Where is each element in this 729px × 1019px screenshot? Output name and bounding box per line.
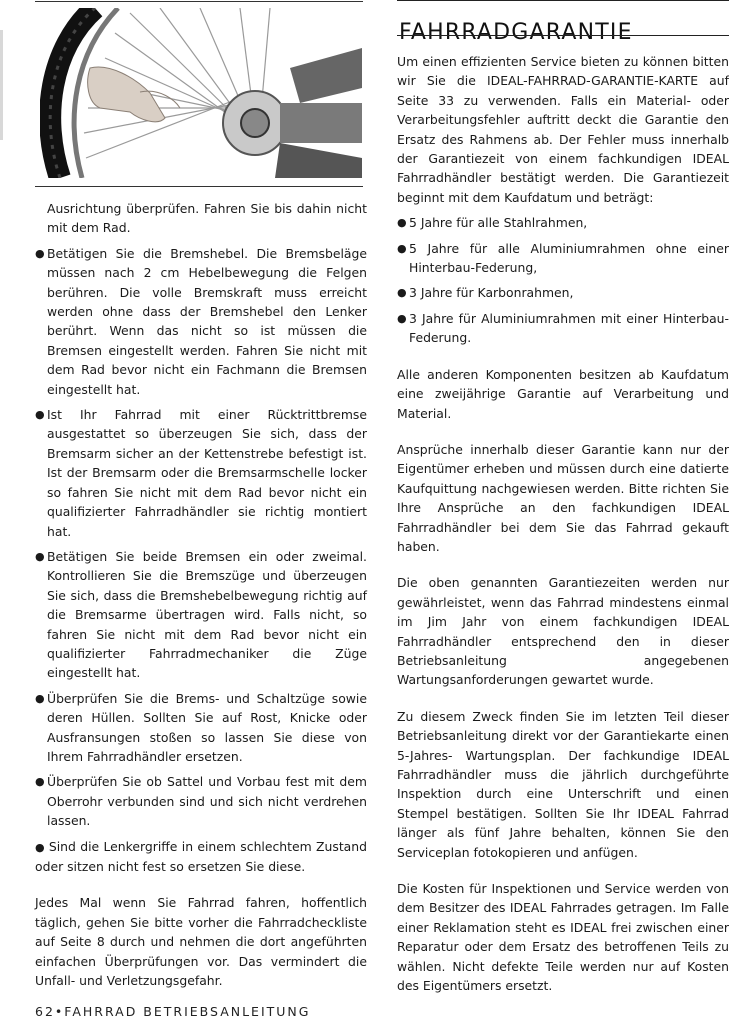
right-paragraph-2: Ansprüche innerhalb dieser Garantie kann nur der Eigentümer erheben und müssen durch eine datierte Kaufquittung nachgewiesen werden. Bitte richten Sie Ihre Ansprüche an den fachkundigen IDEAL Fahrradhändler bei dem Sie das Fahrrad gekauft haben. — [397, 441, 729, 554]
bullet-dot-icon: ● — [35, 408, 45, 422]
left-column — [35, 199, 367, 990]
bullet-dot-icon: ● — [397, 286, 407, 300]
left-closing-paragraph: Jedes Mal wenn Sie Fahrrad fahren, hoffentlich täglich, gehen Sie bitte vorher die Fahrradcheckliste auf Seite 8 durch und nehmen die dort angeführten einfachen Überprüfungen vor. Das vermindert die Unfall- und Verletzungsgefahr. — [35, 895, 367, 989]
wheel-brake-photo — [40, 8, 362, 178]
left-bullet-6: ● Sind die Lenkergriffe in einem schlechtem Zustand oder sitzen nicht fest so ersetzen Sie diese. — [35, 838, 367, 874]
page-footer — [35, 1004, 310, 1019]
bullet-dot-icon: ● — [35, 840, 49, 854]
left-bullet-5: ● Überprüfen Sie ob Sattel und Vorbau fest mit dem Oberrohr verbunden sind und sich nicht verdrehen lassen. — [35, 774, 367, 829]
title-bottom-rule — [397, 35, 729, 36]
right-bullet-4: ● 3 Jahre für Aluminiumrahmen mit einer Hinterbau-Federung. — [397, 310, 729, 346]
right-paragraph-5: Die Kosten für Inspektionen und Service werden von dem Besitzer des IDEAL Fahrrades getragen. Im Falle einer Reklamation steht es IDEAL frei zwischen einer Reparatur oder dem Ersatz des betroffenen Teils zu wählen. Nicht defekte Teile werden nur auf Kosten des Eigentümers ersetzt. — [397, 881, 729, 994]
right-paragraph-1: Alle anderen Komponenten besitzen ab Kaufdatum eine zweijährige Garantie auf Verarbeitung und Material. — [397, 366, 729, 421]
bullet-dot-icon: ● — [35, 691, 45, 705]
right-paragraph-3: Die oben genannten Garantiezeiten werden nur gewährleistet, wenn das Fahrrad mindestens einmal im Jim Jahr von einem fachkundigen IDEAL Fahrradhändler entsprechend den in dieser Betriebsanleitung angegebenen Wartungsanforderungen gewartet wurde. — [397, 575, 729, 688]
bullet-dot-icon: ● — [35, 775, 45, 789]
right-bullet-3: ● 3 Jahre für Karbonrahmen, — [397, 283, 729, 302]
right-column — [397, 52, 729, 995]
left-bullet-1: ● Betätigen Sie die Bremshebel. Die Bremsbeläge müssen nach 2 cm Hebelbewegung die Felgen berühren. Die volle Bremskraft muss erreicht werden ohne dass der Bremshebel den Lenker berührt. Wenn das nicht so ist müssen die Bremsen eingestellt werden. Fahren Sie nicht mit dem Rad bevor nicht ein Fachmann die Bremsen eingestellt hat. — [35, 245, 367, 397]
left-bullet-2: ● Ist Ihr Fahrrad mit einer Rücktrittbremse ausgestattet so überzeugen Sie sich, dass der Bremsarm sicher an der Kettenstrebe befestigt ist. Ist der Bremsarm oder die Bremsarmschelle locker so fahren Sie nicht mit dem Rad bevor nicht ein qualifizierter Fahrradhändler sie richtig montiert hat. — [35, 407, 367, 539]
title-top-rule — [397, 0, 729, 1]
footer-separator: • — [54, 1004, 65, 1019]
side-margin-mark — [0, 30, 3, 140]
running-title: FAHRRAD BETRIEBSANLEITUNG — [64, 1004, 311, 1019]
bullet-dot-icon: ● — [397, 216, 407, 230]
top-rule — [35, 1, 363, 2]
page-number: 62 — [35, 1004, 55, 1019]
right-intro-paragraph: Um einen effizienten Service bieten zu können bitten wir Sie die IDEAL-FAHRRAD-GARANTIE-KARTE auf Seite 33 zu verwenden. Falls ein Material- oder Verarbeitungsfehler auftritt deckt die Garantie den Ersatz des Rahmens ab. Der Fehler muss innerhalb der Garantiezeit von einem fachkundigen IDEAL Fahrradhändler bestätigt werden. Die Garantiezeit beginnt mit dem Kaufdatum und beträgt: — [397, 54, 729, 205]
section-title: FAHRRADGARANTIE — [399, 19, 633, 45]
left-bullet-3: ● Betätigen Sie beide Bremsen ein oder zweimal. Kontrollieren Sie die Bremszüge und überzeugen Sie sich, dass die Bremshebelbewegung richtig auf die Bremsarme übertragen wird. Falls nicht, so fahren Sie nicht mit dem Rad bevor nicht ein qualifizierter Fahrradmechaniker die Züge eingestellt hat. — [35, 548, 367, 681]
left-intro-paragraph: Ausrichtung überprüfen. Fahren Sie bis dahin nicht mit dem Rad. — [47, 201, 367, 236]
right-bullet-1: ● 5 Jahre für alle Stahlrahmen, — [397, 213, 729, 232]
bullet-dot-icon: ● — [397, 241, 407, 255]
left-bullet-4: ● Überprüfen Sie die Brems- und Schaltzüge sowie deren Hüllen. Sollten Sie auf Rost, Knicke oder Ausfransungen stoßen so lassen Sie diese von Ihrem Fahrradhändler ersetzen. — [35, 690, 367, 764]
bullet-dot-icon: ● — [397, 311, 407, 325]
right-bullet-2: ● 5 Jahre für alle Aluminiumrahmen ohne einer Hinterbau-Federung, — [397, 240, 729, 276]
figure-bottom-rule — [35, 186, 363, 187]
bullet-dot-icon: ● — [35, 549, 45, 563]
right-paragraph-4: Zu diesem Zweck finden Sie im letzten Teil dieser Betriebsanleitung direkt vor der Garantiekarte einen 5-Jahres- Wartungsplan. Der fachkundige IDEAL Fahrradhändler muss die jährlich durchgeführte Inspektion durch eine Unterschrift und einen Stempel bestätigen. Sollten Sie Ihr IDEAL Fahrrad länger als fünf Jahre behalten, können Sie den Serviceplan fotokopieren und anfügen. — [397, 708, 729, 860]
bullet-dot-icon: ● — [35, 246, 45, 260]
